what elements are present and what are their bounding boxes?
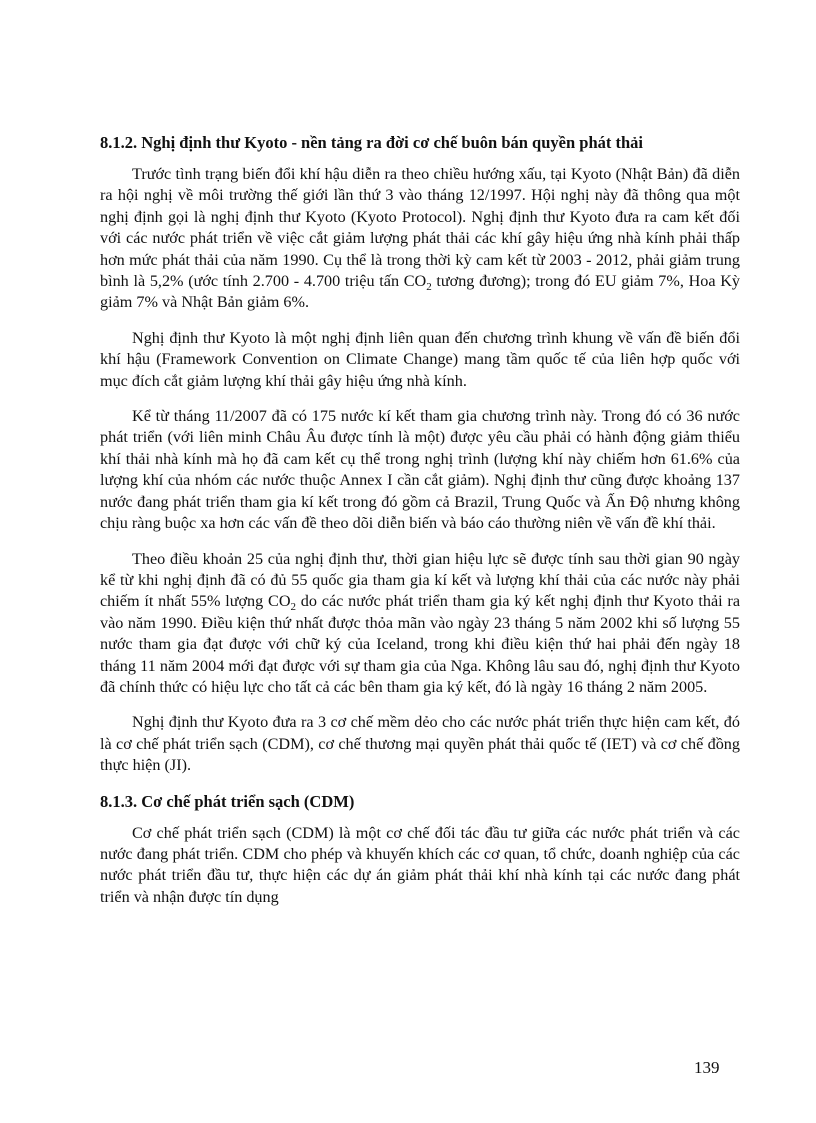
paragraph-kyoto-intro	[100, 164, 740, 314]
paragraph-kyoto-intro-text: Trước tình trạng biến đổi khí hậu diễn ra theo chiều hướng xấu, tại Kyoto (Nhật Bản) đã diễn ra hội nghị về môi trường thế giới lần thứ 3 vào tháng 12/1997. Hội nghị này đã thông qua một nghị định gọi là nghị định thư Kyoto (Kyoto Protocol). Nghị định thư Kyoto đưa ra cam kết đối với các nước phát triển về việc cắt giảm lượng phát thải các khí gây hiệu ứng nhà kính phải thấp hơn mức phát thải của năm 1990. Cụ thể là trong thời kỳ cam kết từ 2003 - 2012, phải giảm trung bình là 5,2% (ước tính 2.700 - 4.700 triệu tấn CO	[100, 165, 740, 291]
paragraph-kyoto-effect	[100, 549, 740, 699]
paragraph-kyoto-effect-text-end: do các nước phát triển tham gia ký kết nghị định thư Kyoto thải ra vào năm 1990. Điều kiện thứ nhất được thỏa mãn vào ngày 23 tháng 5 năm 2002 khi số lượng 55 nước tham gia đạt được với chữ ký của Iceland, trong khi điều kiện thứ hai phải đến ngày 18 tháng 11 năm 2004 mới đạt được với sự tham gia của Nga. Không lâu sau đó, nghị định thư Kyoto đã chính thức có hiệu lực cho tất cả các bên tham gia ký kết, đó là ngày 16 tháng 2 năm 2005.	[100, 592, 741, 696]
paragraph-kyoto-mechanisms: Nghị định thư Kyoto đưa ra 3 cơ chế mềm dẻo cho các nước phát triển thực hiện cam kết, đó là cơ chế phát triển sạch (CDM), cơ chế thương mại quyền phát thải quốc tế (IET) và cơ chế đồng thực hiện (JI).	[100, 713, 740, 775]
paragraph-kyoto-signatories: Kể từ tháng 11/2007 đã có 175 nước kí kết tham gia chương trình này. Trong đó có 36 nước phát triển (với liên minh Châu Âu được tính là một) được yêu cầu phải có hành động giảm thiểu khí thải nhà kính mà họ đã cam kết cụ thể trong nghị trình (lượng khí này chiếm hơn 61.6% của lượng khí của nhóm các nước thuộc Annex I cần cắt giảm). Nghị định thư cũng được khoảng 137 nước đang phát triển tham gia kí kết trong đó gồm cả Brazil, Trung Quốc và Ấn Độ nhưng không chịu ràng buộc xa hơn các vấn đề theo dõi diễn biến và báo cáo thường niên về vấn đề khí thải.	[100, 407, 740, 533]
paragraph-cdm: Cơ chế phát triển sạch (CDM) là một cơ chế đối tác đầu tư giữa các nước phát triển và các nước đang phát triển. CDM cho phép và khuyến khích các cơ quan, tổ chức, doanh nghiệp của các nước phát triển đầu tư, thực hiện các dự án giảm phát thải khí nhà kính tại các nước đang phát triển và nhận được tín dụng	[100, 823, 740, 906]
paragraph-kyoto-definition: Nghị định thư Kyoto là một nghị định liên quan đến chương trình khung về vấn đề biến đổi khí hậu (Framework Convention on Climate Change) mang tầm quốc tế của liên hợp quốc với mục đích cắt giảm lượng khí thải gây hiệu ứng nhà kính.	[100, 328, 740, 390]
co2-subscript: 2	[290, 601, 297, 614]
section-heading-cdm: 8.1.3. Cơ chế phát triển sạch (CDM)	[100, 791, 355, 811]
page-number: 139	[694, 1058, 720, 1077]
paragraph-kyoto-intro-text-end: tương đương); trong đó EU giảm 7%, Hoa Kỳ giảm 7% và Nhật Bản giảm 6%.	[100, 272, 740, 312]
paragraph-kyoto-effect-text: Theo điều khoản 25 của nghị định thư, thời gian hiệu lực sẽ được tính sau thời gian 90 ngày kể từ khi nghị định đã có đủ 55 quốc gia tham gia kí kết và lượng khí thải của các nước này phải chiếm ít nhất 55% lượng CO	[100, 549, 740, 611]
section-heading-kyoto: 8.1.2. Nghị định thư Kyoto - nền tảng ra đời cơ chế buôn bán quyền phát thải	[100, 133, 644, 152]
document-page	[100, 132, 740, 922]
co2-subscript: 2	[426, 281, 432, 294]
